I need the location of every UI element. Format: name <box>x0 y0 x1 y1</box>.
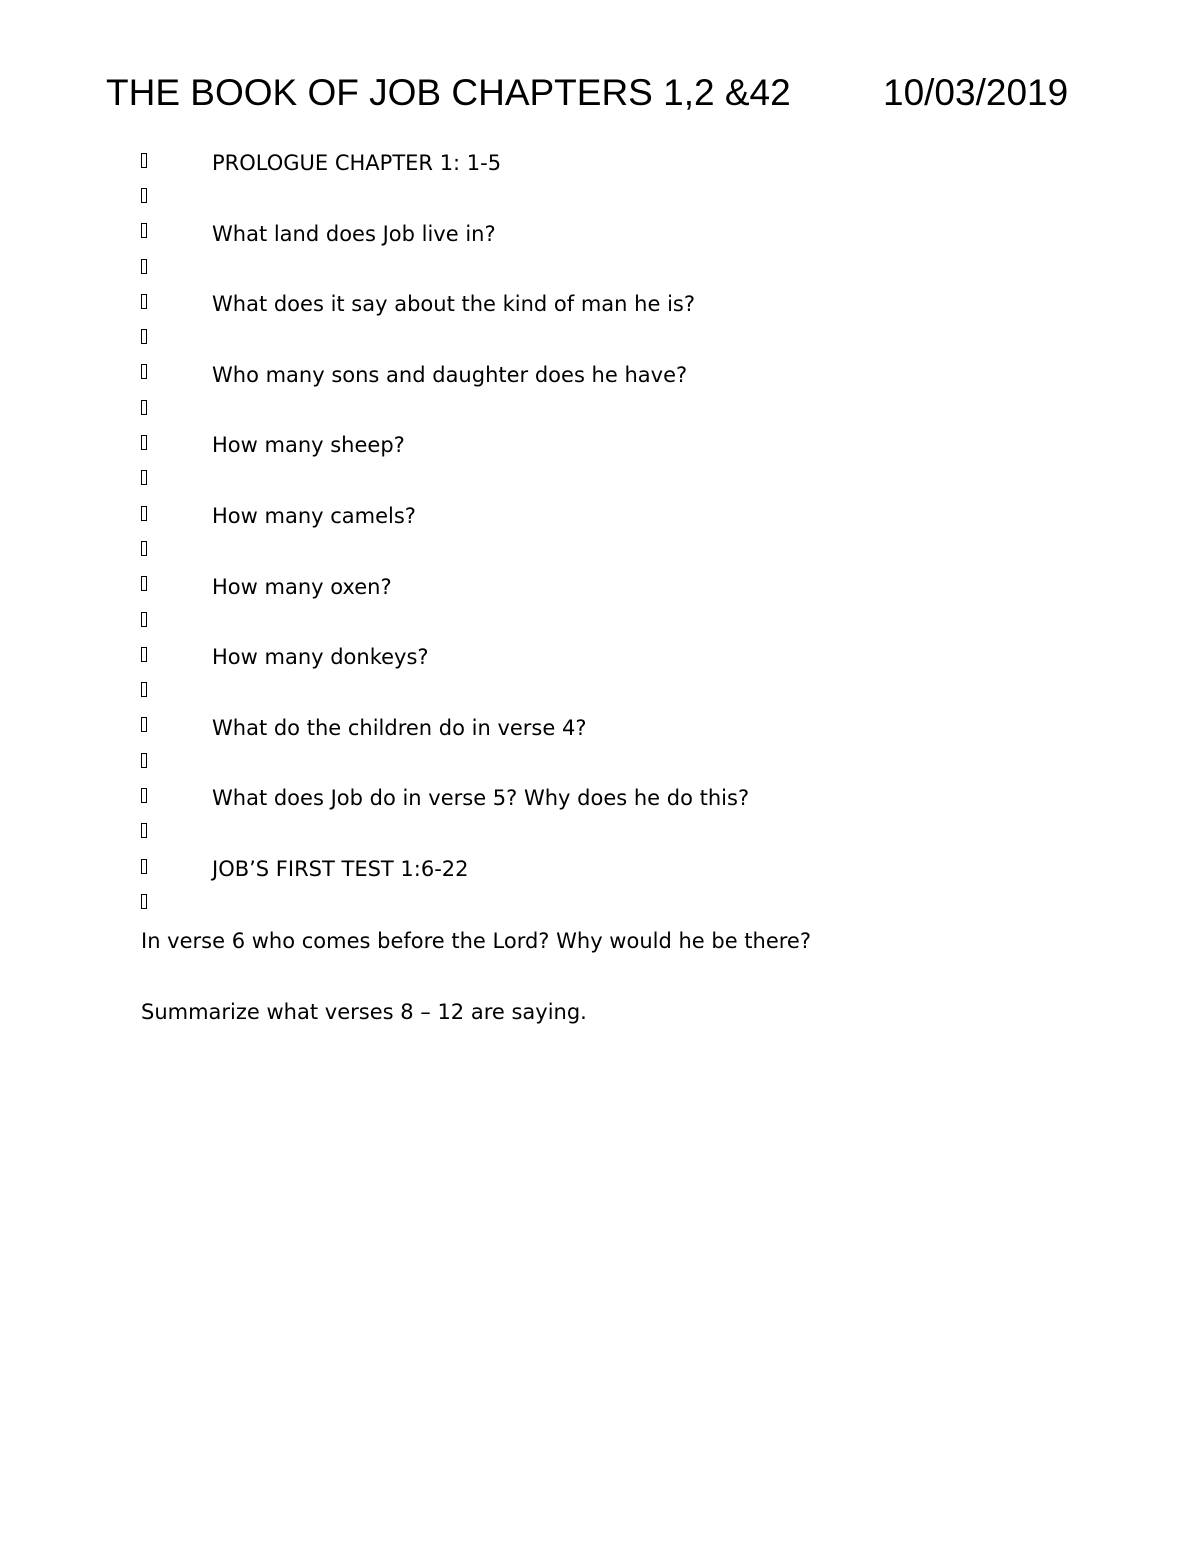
list-item <box>141 640 1141 675</box>
list-item <box>141 817 1141 852</box>
list-item <box>141 570 1141 605</box>
missing-glyph-bullet-icon <box>141 753 147 768</box>
missing-glyph-bullet-icon <box>141 400 147 415</box>
list-item <box>141 675 1141 710</box>
paragraph-summarize: Summarize what verses 8 – 12 are saying. <box>141 1000 587 1024</box>
list-item <box>141 852 1141 887</box>
missing-glyph-bullet-icon <box>141 612 147 627</box>
list-item-text: How many oxen? <box>212 574 392 599</box>
list-item-text: What does Job do in verse 5? Why does he do this? <box>212 786 750 811</box>
list-item-text: What does it say about the kind of man he is? <box>212 292 695 317</box>
missing-glyph-bullet-icon <box>141 294 147 309</box>
list-item <box>141 464 1141 499</box>
list-item <box>141 287 1141 322</box>
list-item <box>141 428 1141 463</box>
list-item <box>141 252 1141 287</box>
list-item-text: Who many sons and daughter does he have? <box>212 362 688 387</box>
list-item <box>141 358 1141 393</box>
missing-glyph-bullet-icon <box>141 682 147 697</box>
list-item <box>141 499 1141 534</box>
missing-glyph-bullet-icon <box>141 223 147 238</box>
list-item <box>141 534 1141 569</box>
missing-glyph-bullet-icon <box>141 470 147 485</box>
list-item <box>141 887 1141 922</box>
question-list <box>141 146 1141 923</box>
list-item-text: What do the children do in verse 4? <box>212 715 587 740</box>
missing-glyph-bullet-icon <box>141 329 147 344</box>
list-item <box>141 393 1141 428</box>
missing-glyph-bullet-icon <box>141 788 147 803</box>
paragraph-verse-6: In verse 6 who comes before the Lord? Why would he be there? <box>141 929 812 953</box>
list-item <box>141 781 1141 816</box>
list-item-text: How many sheep? <box>212 433 405 458</box>
list-item-text: What land does Job live in? <box>212 221 496 246</box>
list-item-text: How many donkeys? <box>212 645 429 670</box>
missing-glyph-bullet-icon <box>141 364 147 379</box>
list-item <box>141 217 1141 252</box>
list-item-text: How many camels? <box>212 503 416 528</box>
missing-glyph-bullet-icon <box>141 576 147 591</box>
missing-glyph-bullet-icon <box>141 859 147 874</box>
list-item-text: JOB’S FIRST TEST 1:6-22 <box>212 856 469 881</box>
list-item <box>141 146 1141 181</box>
list-item <box>141 605 1141 640</box>
missing-glyph-bullet-icon <box>141 506 147 521</box>
document-date: 10/03/2019 <box>883 72 1069 113</box>
missing-glyph-bullet-icon <box>141 647 147 662</box>
missing-glyph-bullet-icon <box>141 259 147 274</box>
missing-glyph-bullet-icon <box>141 823 147 838</box>
missing-glyph-bullet-icon <box>141 153 147 168</box>
missing-glyph-bullet-icon <box>141 188 147 203</box>
missing-glyph-bullet-icon <box>141 435 147 450</box>
list-item <box>141 322 1141 357</box>
missing-glyph-bullet-icon <box>141 541 147 556</box>
missing-glyph-bullet-icon <box>141 717 147 732</box>
list-item <box>141 711 1141 746</box>
missing-glyph-bullet-icon <box>141 894 147 909</box>
list-item <box>141 746 1141 781</box>
document-title: THE BOOK OF JOB CHAPTERS 1,2 &42 <box>106 72 791 113</box>
list-item <box>141 181 1141 216</box>
list-item-text: PROLOGUE CHAPTER 1: 1-5 <box>212 151 502 175</box>
